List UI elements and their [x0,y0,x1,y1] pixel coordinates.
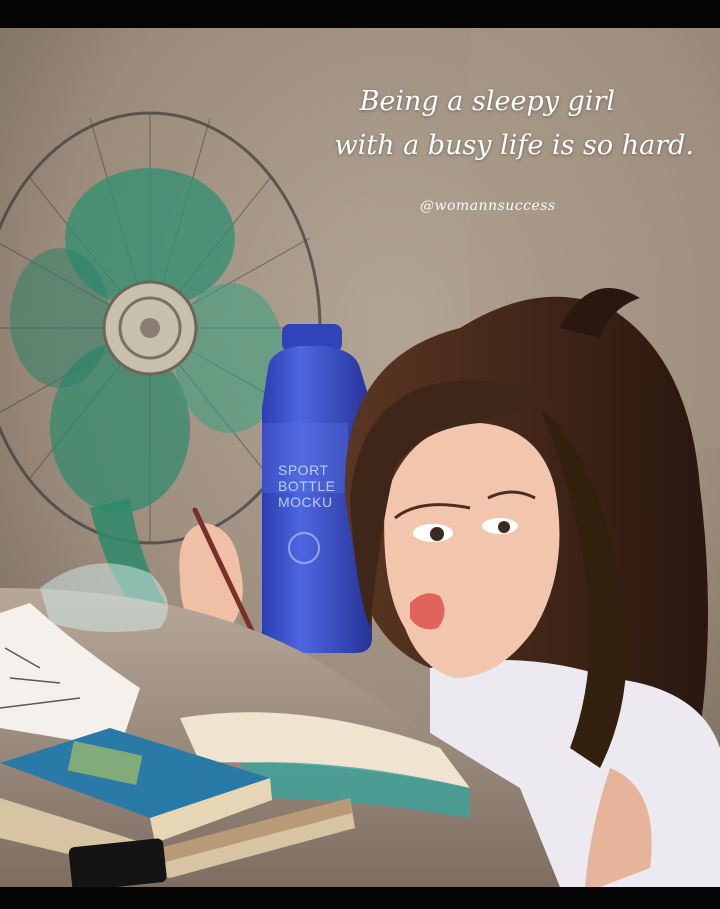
bottle-label-line: SPORT [278,462,329,478]
quote-line-1: Being a sleepy girl [359,86,615,117]
quote-text [290,80,710,168]
bottle-label [278,462,335,510]
quote-line-2: with a busy life is so hard. [334,130,694,161]
lips [410,593,445,629]
illustration [0,28,720,887]
bottle-label-line: MOCKU [278,494,333,510]
bottle-label-line: BOTTLE [278,478,336,494]
fan-blade [10,248,110,388]
credit-handle: @womannsuccess [420,198,556,214]
bottom-letterbox-bar [0,887,720,909]
top-letterbox-bar [0,0,720,28]
